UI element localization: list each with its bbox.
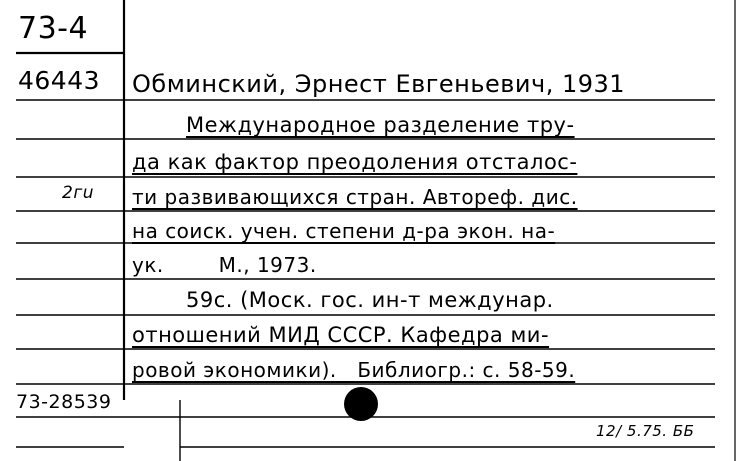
entry-line: да как фактор преодоления отсталос- <box>132 150 578 174</box>
entry-line: ровой экономики). Библиогр.: с. 58-59. <box>132 358 576 382</box>
bottom-right-note: 12/ 5.75. ББ <box>596 422 695 440</box>
entry-line: отношений МИД СССР. Кафедра ми- <box>132 323 550 347</box>
punch-hole <box>344 387 378 421</box>
call-number-top: 73-4 <box>18 11 89 46</box>
entry-line: 59с. (Моск. гос. ин-т междунар. <box>186 288 554 312</box>
entry-line: на соиск. учен. степени д-ра экон. на- <box>132 219 556 243</box>
entry-line: ук. М., 1973. <box>132 253 317 277</box>
call-number-bottom: 46443 <box>18 66 101 95</box>
bottom-left-code: 73-28539 <box>16 391 112 413</box>
entry-line: ти развивающихся стран. Автореф. дис. <box>132 185 578 209</box>
side-mark: 2гu <box>62 183 95 203</box>
entry-line: Международное разделение тру- <box>186 113 575 137</box>
author-heading: Обминский, Эрнест Евгеньевич, 1931 <box>132 70 626 98</box>
